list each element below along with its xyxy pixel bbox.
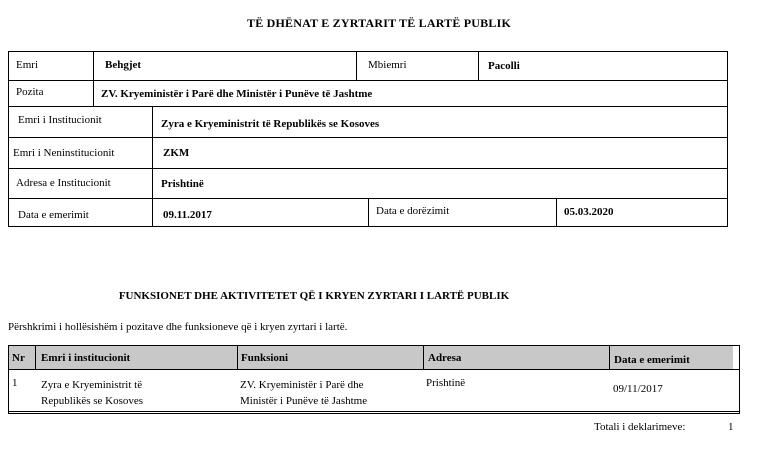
institucioni-label: Emri i Institucionit [18,114,102,126]
institucioni-value: Zyra e Kryeministrit të Republikës se Kosoves [161,118,380,130]
total-label: Totali i deklarimeve: [594,421,686,433]
data-emerimit-value: 09.11.2017 [163,209,212,221]
page-title: TË DHËNAT E ZYRTARIT TË LARTË PUBLIK [247,16,511,30]
row-funksioni-line2: Ministër i Punëve të Jashtme [240,395,368,407]
row-divider [8,80,728,81]
row-divider [8,168,728,169]
row-adresa: Prishtinë [426,377,466,389]
header-institucioni: Emri i institucionit [41,352,131,364]
emri-value: Behgjet [105,59,142,71]
pozita-label: Pozita [16,86,44,98]
functions-description: Përshkrimi i hollësishëm i pozitave dhe funksioneve që i kryen zyrtari i lartë. [8,321,348,333]
col-divider [423,345,424,369]
col-divider [152,106,153,198]
row-data: 09/11/2017 [613,383,663,395]
total-value: 1 [728,421,734,433]
emri-label: Emri [16,59,38,71]
functions-title: FUNKSIONET DHE AKTIVITETET QË I KRYEN ZYRTARI I LARTË PUBLIK [118,290,510,302]
mbiemri-label: Mbiemri [368,59,407,71]
header-data: Data e emerimit [614,354,690,366]
col-divider [93,51,94,80]
data-dorezimit-value: 05.03.2020 [564,206,614,218]
col-divider [152,198,153,227]
neninstitucioni-value: ZKM [163,147,190,159]
header-divider [8,369,740,370]
header-adresa: Adresa [428,352,462,364]
col-divider [237,345,238,369]
neninstitucioni-label: Emri i Neninstitucionit [13,147,115,159]
col-divider [93,80,94,106]
row-nr: 1 [12,377,18,389]
pozita-value: ZV. Kryeministër i Parë dhe Ministër i Punëve të Jashtme [101,88,373,100]
row-divider [8,106,728,107]
col-divider [368,198,369,227]
adresa-value: Prishtinë [161,178,204,190]
data-emerimit-label: Data e emerimit [18,209,89,221]
row-institucioni-line1: Zyra e Kryeministrit të [41,379,143,391]
adresa-label: Adresa e Institucionit [16,177,111,189]
row-funksioni-line1: ZV. Kryeministër i Parë dhe [240,379,364,391]
col-divider [356,51,357,80]
header-nr: Nr [12,352,25,364]
mbiemri-value: Pacolli [488,60,520,72]
bottom-double-line [8,411,740,412]
data-dorezimit-label: Data e dorëzimit [376,205,450,217]
col-divider [478,51,479,80]
header-funksioni: Funksioni [241,352,289,364]
row-institucioni-line2: Republikës se Kosoves [41,395,144,407]
row-divider [8,137,728,138]
col-divider [609,345,610,369]
col-divider [556,198,557,227]
col-divider [35,345,36,369]
